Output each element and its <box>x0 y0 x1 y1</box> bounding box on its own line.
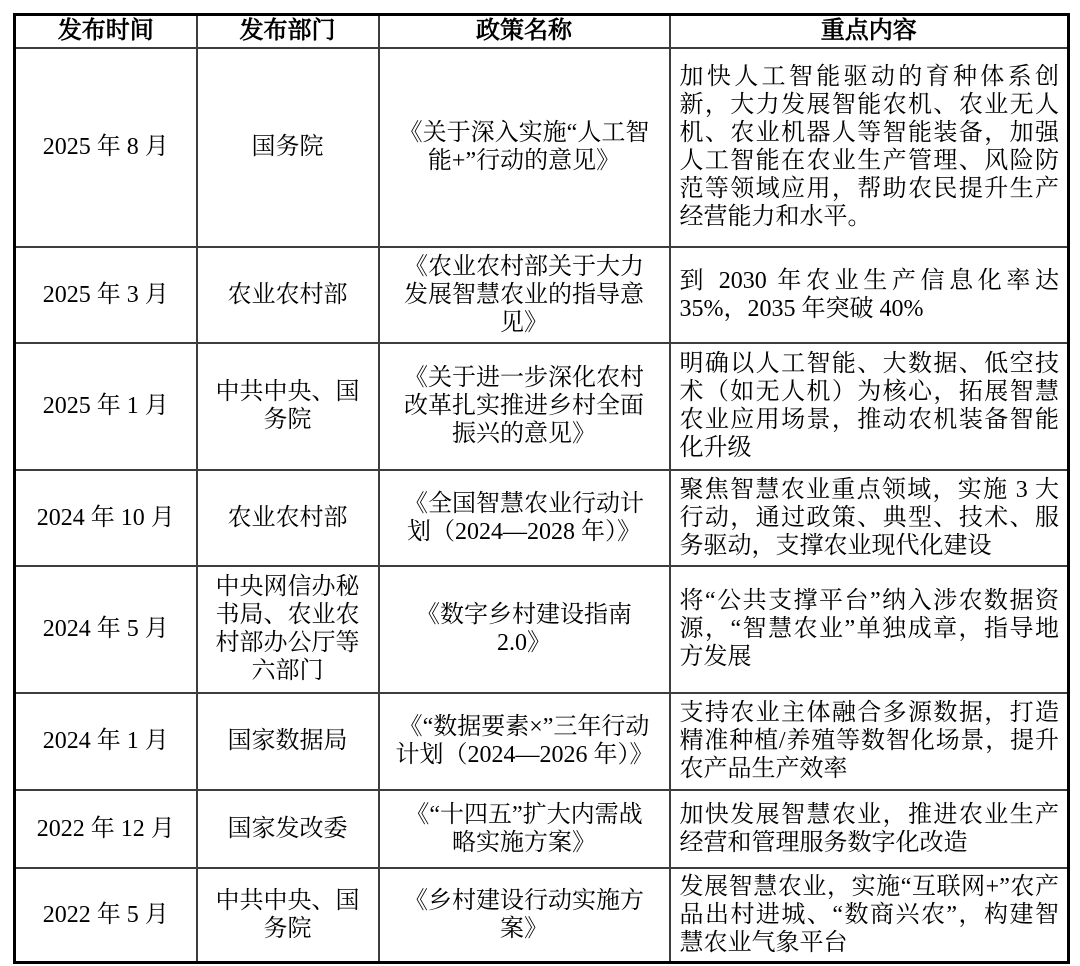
cell-policy-name: 《关于深入实施“人工智能+”行动的意见》 <box>379 48 670 247</box>
cell-publish-department: 国家发改委 <box>197 790 379 868</box>
cell-publish-department: 农业农村部 <box>197 470 379 566</box>
cell-key-content: 到 2030 年农业生产信息化率达 35%，2035 年突破 40% <box>670 247 1069 343</box>
cell-publish-department: 中共中央、国务院 <box>197 343 379 470</box>
cell-publish-department: 国家数据局 <box>197 693 379 790</box>
cell-publish-date: 2022 年 12 月 <box>15 790 197 868</box>
table-row <box>15 693 1069 790</box>
cell-key-content: 发展智慧农业，实施“互联网+”农产品出村进城、“数商兴农”，构建智慧农业气象平台 <box>670 868 1069 963</box>
cell-publish-date: 2024 年 5 月 <box>15 566 197 693</box>
cell-key-content: 明确以人工智能、大数据、低空技术（如无人机）为核心，拓展智慧农业应用场景，推动农机装备智能化升级 <box>670 343 1069 470</box>
table-row <box>15 343 1069 470</box>
table-row <box>15 48 1069 247</box>
header-publish-date: 发布时间 <box>15 15 197 48</box>
cell-publish-date: 2022 年 5 月 <box>15 868 197 963</box>
cell-key-content: 聚焦智慧农业重点领域，实施 3 大行动，通过政策、典型、技术、服务驱动，支撑农业现代化建设 <box>670 470 1069 566</box>
cell-publish-date: 2024 年 1 月 <box>15 693 197 790</box>
policy-table <box>13 13 1070 964</box>
cell-publish-department: 国务院 <box>197 48 379 247</box>
cell-policy-name: 《关于进一步深化农村改革扎实推进乡村全面振兴的意见》 <box>379 343 670 470</box>
cell-policy-name: 《全国智慧农业行动计划（2024—2028 年）》 <box>379 470 670 566</box>
table-row <box>15 868 1069 963</box>
cell-publish-date: 2025 年 1 月 <box>15 343 197 470</box>
cell-publish-date: 2025 年 8 月 <box>15 48 197 247</box>
cell-publish-date: 2024 年 10 月 <box>15 470 197 566</box>
cell-policy-name: 《农业农村部关于大力发展智慧农业的指导意见》 <box>379 247 670 343</box>
table-row <box>15 790 1069 868</box>
cell-publish-department: 中央网信办秘书局、农业农村部办公厅等六部门 <box>197 566 379 693</box>
table-row <box>15 566 1069 693</box>
cell-policy-name: 《“十四五”扩大内需战略实施方案》 <box>379 790 670 868</box>
table-header-row <box>15 15 1069 48</box>
header-policy-name: 政策名称 <box>379 15 670 48</box>
table-header <box>15 15 1069 48</box>
cell-publish-department: 中共中央、国务院 <box>197 868 379 963</box>
table-row <box>15 247 1069 343</box>
cell-key-content: 加快发展智慧农业，推进农业生产经营和管理服务数字化改造 <box>670 790 1069 868</box>
cell-publish-department: 农业农村部 <box>197 247 379 343</box>
cell-key-content: 支持农业主体融合多源数据，打造精准种植/养殖等数智化场景，提升农产品生产效率 <box>670 693 1069 790</box>
policy-table-body <box>15 48 1069 963</box>
table-row <box>15 470 1069 566</box>
cell-key-content: 加快人工智能驱动的育种体系创新，大力发展智能农机、农业无人机、农业机器人等智能装备，加强人工智能在农业生产管理、风险防范等领域应用，帮助农民提升生产经营能力和水平。 <box>670 48 1069 247</box>
cell-publish-date: 2025 年 3 月 <box>15 247 197 343</box>
header-key-content: 重点内容 <box>670 15 1069 48</box>
header-publish-department: 发布部门 <box>197 15 379 48</box>
cell-policy-name: 《“数据要素×”三年行动计划（2024—2026 年）》 <box>379 693 670 790</box>
cell-key-content: 将“公共支撑平台”纳入涉农数据资源，“智慧农业”单独成章，指导地方发展 <box>670 566 1069 693</box>
cell-policy-name: 《数字乡村建设指南 2.0》 <box>379 566 670 693</box>
cell-policy-name: 《乡村建设行动实施方案》 <box>379 868 670 963</box>
